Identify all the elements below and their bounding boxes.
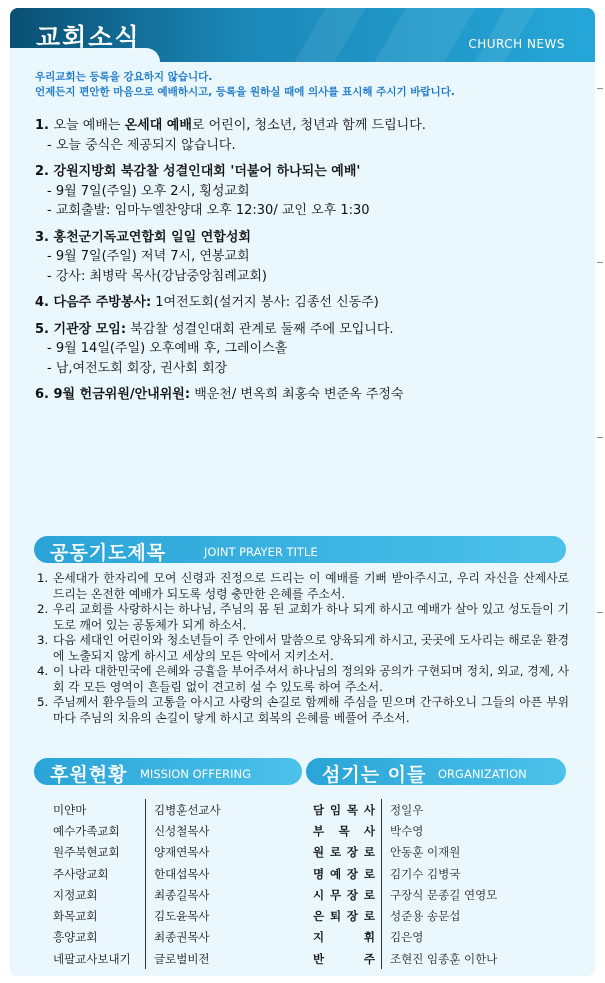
news-item (35, 228, 590, 287)
organization-section-title-en: ORGANIZATION (438, 767, 527, 781)
offering-divider (145, 948, 146, 969)
news-item-detail: 1여전도회(설거지 봉사: 김종선 신동주) (151, 295, 379, 310)
news-item (35, 293, 590, 313)
news-item (35, 116, 590, 155)
organization-row (313, 799, 497, 820)
offering-place: 화목교회 (53, 909, 98, 924)
prayer-item-text: 온세대가 한자리에 모여 신령과 진정으로 드리는 이 예배를 기뻐 받아주시고, 우리 자신을 산제사로 드리는 온전한 예배가 되도록 성령 충만한 은혜를 주소서. (53, 571, 569, 601)
news-item-title: 온세대 예배 (124, 118, 192, 133)
news-item-title: 9월 헌금위원/안내위원: (53, 387, 191, 402)
news-item-number: 2. (35, 164, 49, 179)
organization-role-char: 명 (313, 866, 325, 881)
prayer-item-number: 5. (37, 695, 49, 709)
registration-notice (35, 70, 455, 100)
organization-role-char: 사 (363, 802, 375, 817)
notice-line-2: 언제든지 편안한 마음으로 예배하시고, 등록을 원하실 때에 의사를 표시해 주시기 바랍니다. (35, 86, 455, 98)
bulletin-page (10, 8, 595, 976)
organization-names: 박수영 (390, 823, 424, 838)
news-item-heading (35, 162, 590, 182)
organization-role (313, 823, 381, 839)
organization-role-char: 로 (363, 887, 375, 902)
offering-place: 주사랑교회 (53, 866, 109, 881)
offering-row (53, 863, 221, 884)
organization-section-title: 섬기는 이들 (322, 764, 427, 786)
news-item (35, 385, 590, 405)
news-item-title: 홍천군기독교연합회 일일 연합성회 (53, 229, 251, 245)
offering-person: 김병훈선교사 (154, 802, 221, 817)
organization-role-char: 로 (363, 845, 375, 860)
prayer-item (37, 571, 569, 602)
organization-names: 정일우 (390, 802, 424, 817)
organization-role-char: 장 (346, 866, 359, 881)
organization-role-char: 담 (313, 802, 325, 817)
organization-names: 구장식 문종길 연영모 (390, 887, 498, 902)
offering-section-title-en: MISSION OFFERING (140, 767, 252, 781)
offering-divider (145, 863, 146, 884)
organization-divider (381, 905, 382, 926)
offering-row (53, 948, 221, 969)
organization-names: 안동훈 이재원 (390, 845, 461, 860)
organization-names: 성준용 송문섭 (390, 909, 461, 924)
organization-role-char: 반 (313, 951, 325, 966)
organization-role (313, 951, 381, 967)
prayer-item-number: 4. (37, 664, 49, 678)
offering-person: 글로벌비전 (154, 951, 210, 966)
offering-person: 최종길목사 (154, 887, 210, 902)
offering-row (53, 927, 221, 948)
offering-divider (145, 820, 146, 841)
prayer-item-number: 3. (37, 633, 49, 647)
notice-line-1: 우리교회는 등록을 강요하지 않습니다. (35, 71, 213, 83)
organization-role-char: 목 (338, 823, 350, 838)
offering-place: 흥양교회 (53, 930, 98, 945)
news-list (35, 116, 590, 412)
organization-role (313, 929, 381, 945)
news-item-number: 1. (35, 118, 49, 133)
news-item-detail: 로 어린이, 청소년, 청년과 함께 드립니다. (191, 118, 426, 133)
organization-role-char: 지 (313, 930, 325, 945)
news-item (35, 320, 590, 379)
news-item-subline: - 교회출발: 임마누엘찬양대 오후 12:30/ 교인 오후 1:30 (47, 203, 370, 218)
organization-divider (381, 820, 382, 841)
offering-divider (145, 799, 146, 820)
news-item-subline: - 오늘 중식은 제공되지 않습니다. (47, 137, 236, 153)
organization-role-char: 퇴 (329, 909, 342, 924)
news-item-subline: - 강사: 최병락 목사(강남중앙침례교회) (47, 268, 267, 284)
offering-section-header (34, 758, 302, 785)
offering-row (53, 799, 221, 820)
organization-divider (381, 842, 382, 863)
page-title: 교회소식 (36, 23, 141, 52)
organization-role-char: 임 (329, 802, 342, 817)
organization-table (313, 799, 497, 969)
margin-tick (597, 437, 603, 438)
organization-names: 김기수 김병국 (390, 866, 461, 881)
prayer-item-text: 우리 교회를 사랑하시는 하나님, 주님의 몸 된 교회가 하나 되게 하시고 예배가 살아 있고 성도들이 기도로 깨어 있는 공동체가 되게 하소서. (53, 602, 569, 632)
news-item-subline: - 남,여전도회 회장, 권사회 회장 (47, 360, 228, 376)
offering-place: 지정교회 (53, 887, 98, 902)
offering-place: 네팔교사보내기 (53, 951, 131, 966)
prayer-item (37, 695, 569, 726)
prayer-item-text: 다음 세대인 어린이와 청소년들이 주 안에서 말씀으로 양육되게 하시고, 곳곳에 도사리는 해로운 환경에 노출되지 않게 하시고 세상의 모든 악에서 지키소서. (53, 633, 569, 663)
offering-place: 미얀마 (53, 802, 87, 817)
organization-row (313, 927, 497, 948)
organization-row (313, 948, 497, 969)
organization-row (313, 863, 497, 884)
offering-table (53, 799, 221, 969)
news-item-title: 다음주 주방봉사: (53, 295, 152, 310)
organization-role-char: 주 (363, 951, 375, 966)
organization-role-char: 휘 (363, 930, 375, 945)
organization-divider (381, 948, 382, 969)
news-item-number: 3. (35, 229, 49, 245)
news-item-detail: 북감찰 성결인대회 관계로 둘째 주에 모입니다. (126, 321, 394, 337)
news-item-number: 4. (35, 295, 49, 310)
organization-role (313, 908, 381, 924)
organization-names: 조현진 임종훈 이한나 (390, 951, 498, 966)
offering-person: 양재연목사 (154, 845, 210, 860)
news-item-heading (35, 116, 590, 136)
news-item-subline: - 9월 7일(주일) 오후 2시, 횡성교회 (47, 183, 250, 199)
prayer-item-number: 2. (37, 602, 49, 616)
margin-tick (597, 612, 603, 613)
organization-role-char: 예 (329, 866, 342, 881)
prayer-section-header (34, 536, 566, 563)
news-item (35, 162, 590, 221)
news-item-detail: 백운천/ 변옥희 최홍숙 변준옥 주정숙 (190, 387, 404, 402)
prayer-item-number: 1. (37, 571, 49, 585)
organization-role-char: 원 (313, 845, 325, 860)
prayer-item (37, 664, 569, 695)
offering-person: 김도윤목사 (154, 909, 210, 924)
prayer-list (37, 571, 569, 726)
offering-row (53, 842, 221, 863)
offering-person: 최종권목사 (154, 930, 210, 945)
margin-tick (597, 262, 603, 263)
organization-row (313, 842, 497, 863)
organization-role (313, 866, 381, 882)
offering-section-title: 후원현황 (50, 764, 128, 786)
organization-role-char: 장 (346, 845, 359, 860)
news-item-heading (35, 228, 590, 248)
organization-role-char: 사 (363, 823, 375, 838)
prayer-item (37, 633, 569, 664)
news-item-lead: 오늘 예배는 (53, 118, 125, 133)
prayer-item-text: 이 나라 대한민국에 은혜와 긍휼을 부어주셔서 하나님의 정의와 공의가 구현되며 정치, 외교, 경제, 사회 각 모든 영역이 흔들림 없이 견고히 설 수 있도록 하여 주소서. (53, 664, 569, 694)
offering-divider (145, 927, 146, 948)
organization-divider (381, 799, 382, 820)
organization-role-char: 장 (346, 887, 359, 902)
organization-section-header (306, 758, 566, 785)
organization-role-char: 로 (363, 909, 375, 924)
organization-role-char: 부 (313, 823, 325, 838)
organization-row (313, 820, 497, 841)
organization-row (313, 884, 497, 905)
organization-role-char: 무 (329, 887, 342, 902)
news-item-heading (35, 293, 590, 313)
offering-person: 신성철목사 (154, 823, 210, 838)
organization-role (313, 802, 381, 818)
offering-place: 원주북현교회 (53, 845, 120, 860)
organization-role-char: 로 (363, 866, 375, 881)
organization-role-char: 시 (313, 887, 325, 902)
news-item-heading (35, 385, 590, 405)
organization-role-char: 로 (329, 845, 342, 860)
prayer-section-title: 공동기도제목 (50, 542, 167, 564)
organization-divider (381, 863, 382, 884)
prayer-item-text: 주님께서 환우들의 고통을 아시고 사랑의 손길로 함께해 주심을 믿으며 간구하오니 그들의 아픈 부위마다 주님의 치유의 손길이 닿게 하시고 회복의 은혜를 베풀어 주소서. (53, 695, 569, 725)
news-item-title: 기관장 모임: (53, 321, 127, 337)
prayer-section-title-en: JOINT PRAYER TITLE (204, 545, 318, 559)
offering-person: 한대섭목사 (154, 866, 210, 881)
news-item-number: 6. (35, 387, 49, 402)
page-subtitle: CHURCH NEWS (468, 37, 565, 51)
organization-role (313, 887, 381, 903)
offering-row (53, 905, 221, 926)
news-item-subline: - 9월 7일(주일) 저녁 7시, 연봉교회 (47, 249, 250, 264)
organization-role-char: 장 (346, 909, 359, 924)
organization-row (313, 905, 497, 926)
offering-divider (145, 884, 146, 905)
offering-divider (145, 905, 146, 926)
offering-row (53, 884, 221, 905)
news-item-title: 강원지방회 북감찰 성결인대회 '더불어 하나되는 예배' (53, 164, 361, 179)
organization-role (313, 844, 381, 860)
news-item-heading (35, 320, 590, 340)
news-item-number: 5. (35, 321, 49, 337)
organization-divider (381, 884, 382, 905)
margin-tick (597, 88, 603, 89)
prayer-item (37, 602, 569, 633)
offering-place: 예수가족교회 (53, 823, 120, 838)
organization-names: 김은영 (390, 930, 424, 945)
organization-divider (381, 927, 382, 948)
organization-role-char: 은 (313, 909, 325, 924)
offering-divider (145, 842, 146, 863)
offering-row (53, 820, 221, 841)
organization-role-char: 목 (346, 802, 359, 817)
news-item-subline: - 9월 14일(주일) 오후예배 후, 그레이스홀 (47, 341, 288, 356)
